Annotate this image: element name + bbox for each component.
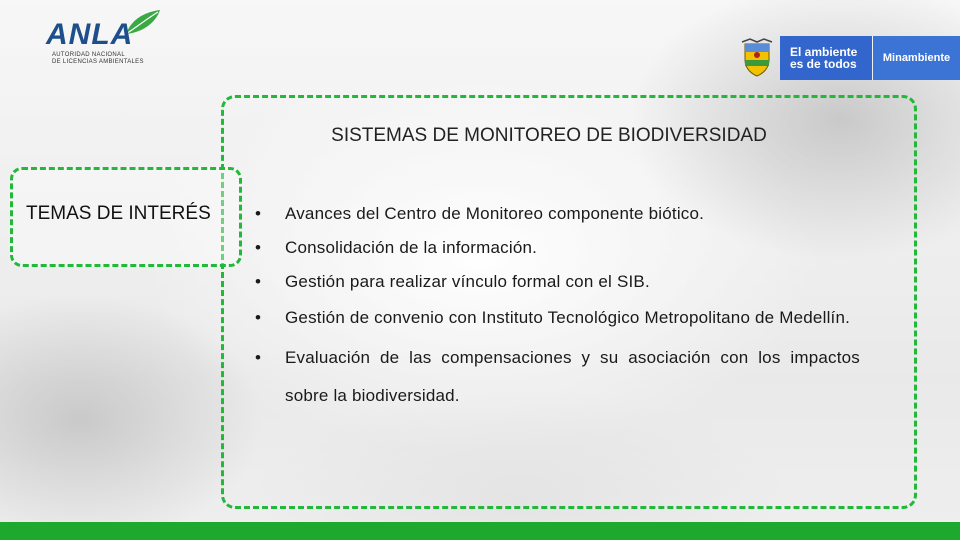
list-item-text: Gestión de convenio con Instituto Tecnológico Metropolitano de Medellín. <box>285 308 851 327</box>
anla-wordmark: ANLA <box>46 18 134 51</box>
anla-logo <box>44 8 164 68</box>
government-banner <box>740 36 960 80</box>
topics-list <box>250 197 860 417</box>
list-item-text: Gestión para realizar vínculo formal con el SIB. <box>285 272 650 291</box>
footer-bar <box>0 522 960 540</box>
list-item-text: Consolidación de la información. <box>285 238 538 257</box>
ministry-label: Minambiente <box>873 36 960 80</box>
anla-subtitle-line1: AUTORIDAD NACIONAL <box>52 52 125 58</box>
list-item <box>250 299 860 337</box>
bullet-icon: • <box>255 204 261 223</box>
list-item-text: Avances del Centro de Monitoreo componente biótico. <box>285 204 705 223</box>
slogan-line1: El ambiente <box>790 45 858 59</box>
colombia-seal-icon <box>740 38 774 78</box>
anla-subtitle <box>52 52 144 66</box>
anla-subtitle-line2: DE LICENCIAS AMBIENTALES <box>52 59 144 65</box>
bullet-icon: • <box>255 348 261 367</box>
bullet-icon: • <box>255 308 261 327</box>
government-slogan <box>780 36 872 80</box>
slide-title: SISTEMAS DE MONITOREO DE BIODIVERSIDAD <box>331 125 767 146</box>
list-item-text: Evaluación de las compensaciones y su asociación con los impactos sobre la biodiversidad. <box>285 348 860 405</box>
list-item <box>250 339 860 415</box>
list-item <box>250 231 860 265</box>
topic-label: TEMAS DE INTERÉS <box>26 203 211 224</box>
bullet-icon: • <box>255 238 261 257</box>
bullet-icon: • <box>255 272 261 291</box>
list-item <box>250 197 860 231</box>
slogan-line2: es de todos <box>790 57 857 71</box>
list-item <box>250 265 860 299</box>
